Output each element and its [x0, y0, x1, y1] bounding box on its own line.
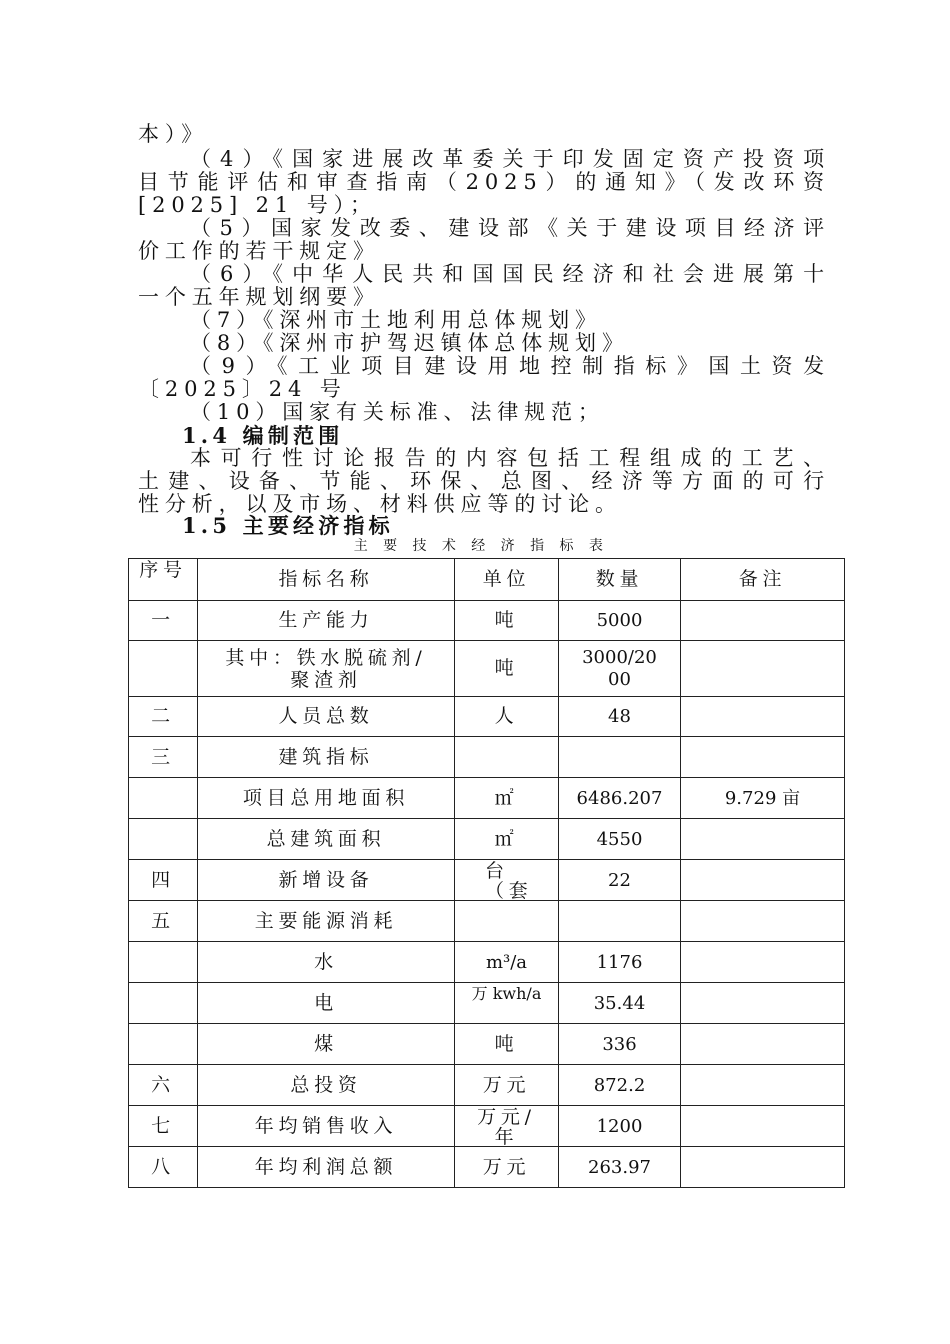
indicator-name: 项目总用地面积 — [198, 778, 455, 819]
indicator-name: 年均利润总额 — [198, 1147, 455, 1188]
unit-cell: ㎡ — [455, 819, 559, 860]
text-line: （10）国家有关标准、法律规范； — [190, 400, 605, 424]
unit-cell — [455, 737, 559, 778]
indicator-name: 电 — [198, 983, 455, 1024]
table-row — [129, 1106, 845, 1147]
indicator-name: 生产能力 — [198, 601, 455, 641]
text-line: [2025] 21 号）； — [138, 193, 377, 217]
quantity-cell: 872.2 — [559, 1065, 681, 1106]
indicator-name: 年均销售收入 — [198, 1106, 455, 1147]
text-line: 目节能评估和审查指南（2025）的通知》（发改环资 — [138, 170, 830, 194]
note-cell — [681, 983, 845, 1024]
note-cell — [681, 819, 845, 860]
row-number: 五 — [129, 901, 198, 942]
table-caption: 主要技术经济指标表 — [353, 538, 619, 554]
table-row — [129, 1024, 845, 1065]
note-cell — [681, 641, 845, 697]
indicator-name: 主要能源消耗 — [198, 901, 455, 942]
row-number: 三 — [129, 737, 198, 778]
unit-cell: 吨 — [455, 641, 559, 697]
indicator-name: 总建筑面积 — [198, 819, 455, 860]
row-number: 二 — [129, 697, 198, 737]
row-number: 四 — [129, 860, 198, 901]
quantity-cell: 5000 — [559, 601, 681, 641]
row-number — [129, 778, 198, 819]
header-cell: 序号 — [129, 559, 198, 601]
text-line: 性分析，以及市场、材料供应等的讨论。 — [138, 492, 622, 516]
note-cell — [681, 942, 845, 983]
note-cell — [681, 901, 845, 942]
unit-cell: 万元/年 — [455, 1106, 559, 1147]
quantity-cell: 336 — [559, 1024, 681, 1065]
text-line: （5）国家发改委、建设部《关于建设项目经济评 — [190, 216, 830, 240]
indicator-name: 水 — [198, 942, 455, 983]
quantity-cell — [559, 901, 681, 942]
table-row — [129, 983, 845, 1024]
row-number — [129, 983, 198, 1024]
table-row — [129, 1147, 845, 1188]
table-row — [129, 737, 845, 778]
unit-cell: 吨 — [455, 601, 559, 641]
section-heading: 1.4 编制范围 — [182, 423, 344, 448]
table-row — [129, 942, 845, 983]
note-cell — [681, 601, 845, 641]
note-cell — [681, 1106, 845, 1147]
table-row — [129, 901, 845, 942]
quantity-cell: 4550 — [559, 819, 681, 860]
row-number — [129, 819, 198, 860]
row-number: 一 — [129, 601, 198, 641]
note-cell — [681, 697, 845, 737]
unit-cell: 吨 — [455, 1024, 559, 1065]
note-cell: 9.729 亩 — [681, 778, 845, 819]
quantity-cell: 1200 — [559, 1106, 681, 1147]
note-cell — [681, 1147, 845, 1188]
quantity-cell — [559, 737, 681, 778]
unit-cell — [455, 901, 559, 942]
table-row — [129, 1065, 845, 1106]
text-line: 价工作的若干规定》 — [138, 239, 380, 263]
header-cell: 备注 — [681, 559, 845, 601]
header-cell: 数量 — [559, 559, 681, 601]
unit-cell: 人 — [455, 697, 559, 737]
note-cell — [681, 1024, 845, 1065]
text-line: 本可行性讨论报告的内容包括工程组成的工艺、 — [190, 446, 830, 470]
table-row — [129, 697, 845, 737]
unit-cell: 万 kwh/a — [455, 983, 559, 1024]
row-number — [129, 641, 198, 697]
indicator-name: 总投资 — [198, 1065, 455, 1106]
unit-cell: 台（套 — [455, 860, 559, 901]
indicator-name: 煤 — [198, 1024, 455, 1065]
quantity-cell: 263.97 — [559, 1147, 681, 1188]
header-cell: 单位 — [455, 559, 559, 601]
text-line: （9）《工业项目建设用地控制指标》国土资发 — [190, 354, 830, 378]
note-cell — [681, 737, 845, 778]
table-row — [129, 601, 845, 641]
unit-cell: 万元 — [455, 1147, 559, 1188]
table-row — [129, 860, 845, 901]
unit-cell: ㎡ — [455, 778, 559, 819]
quantity-cell: 48 — [559, 697, 681, 737]
indicator-name: 其中：铁水脱硫剂/聚渣剂 — [198, 641, 455, 697]
row-number: 八 — [129, 1147, 198, 1188]
quantity-cell: 35.44 — [559, 983, 681, 1024]
quantity-cell: 22 — [559, 860, 681, 901]
indicator-name: 人员总数 — [198, 697, 455, 737]
text-line: （8）《深州市护驾迟镇体总体规划》 — [190, 331, 629, 355]
note-cell — [681, 1065, 845, 1106]
table-header-row — [129, 559, 845, 601]
table-row — [129, 819, 845, 860]
text-line: 土建、设备、节能、环保、总图、经济等方面的可行 — [138, 469, 830, 493]
quantity-cell: 1176 — [559, 942, 681, 983]
text-line: （7）《深州市土地利用总体规划》 — [190, 308, 602, 332]
text-line: （4）《国家进展改革委关于印发固定资产投资项 — [190, 147, 830, 171]
text-line: 〔2025〕24 号 — [138, 377, 347, 401]
text-line: 本）》 — [138, 122, 209, 146]
text-line: （6）《中华人民共和国国民经济和社会进展第十 — [190, 262, 830, 286]
unit-cell: 万元 — [455, 1065, 559, 1106]
row-number — [129, 942, 198, 983]
indicator-table — [128, 558, 845, 1188]
row-number — [129, 1024, 198, 1065]
text-line: 一个五年规划纲要》 — [138, 285, 380, 309]
indicator-name: 建筑指标 — [198, 737, 455, 778]
table-row — [129, 641, 845, 697]
indicator-name: 新增设备 — [198, 860, 455, 901]
unit-cell: m³/a — [455, 942, 559, 983]
table-row — [129, 778, 845, 819]
row-number: 六 — [129, 1065, 198, 1106]
note-cell — [681, 860, 845, 901]
quantity-cell: 3000/2000 — [559, 641, 681, 697]
header-cell: 指标名称 — [198, 559, 455, 601]
quantity-cell: 6486.207 — [559, 778, 681, 819]
row-number: 七 — [129, 1106, 198, 1147]
section-heading: 1.5 主要经济指标 — [182, 513, 394, 538]
